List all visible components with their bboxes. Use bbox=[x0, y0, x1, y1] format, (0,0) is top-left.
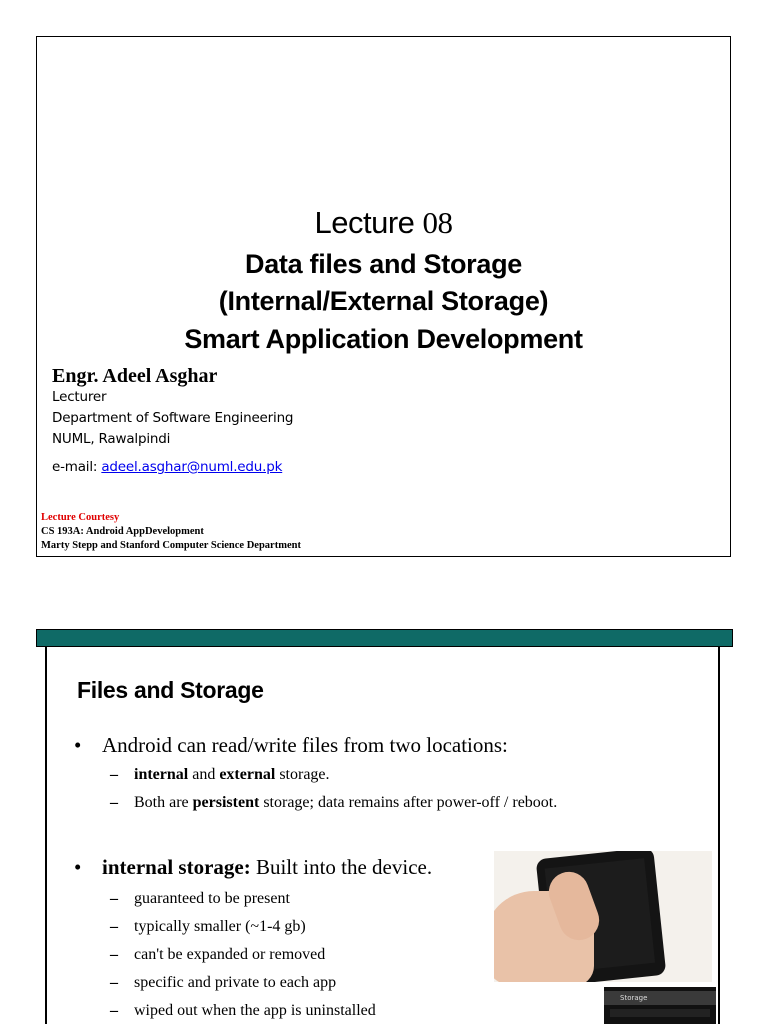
lecture-courtesy bbox=[41, 511, 301, 553]
email-line bbox=[52, 459, 282, 475]
files-storage-slide bbox=[36, 629, 733, 1024]
storage-header: Storage bbox=[604, 991, 716, 1005]
storage-screen-thumbnail bbox=[604, 987, 716, 1024]
lecture-word: Lecture bbox=[314, 205, 415, 240]
bullet-two-locations: • Android can read/write files from two locations: bbox=[74, 733, 508, 757]
author-department: Department of Software Engineering bbox=[52, 410, 294, 426]
courtesy-title: Lecture Courtesy bbox=[41, 512, 120, 523]
bullet-text: Built into the device. bbox=[250, 855, 433, 879]
sub-text: can't be expanded or removed bbox=[134, 946, 326, 963]
right-border bbox=[718, 647, 720, 1024]
storage-subheader bbox=[610, 1009, 710, 1017]
title-slide bbox=[36, 36, 731, 557]
author-name: Engr. Adeel Asghar bbox=[52, 365, 218, 387]
subtitle-course: Smart Application Development bbox=[184, 324, 583, 354]
sub-bullet-internal-external: – internal and external storage. bbox=[110, 766, 330, 783]
phone-storage-photo bbox=[494, 851, 712, 982]
text-and: and bbox=[188, 766, 220, 783]
email-label: e-mail: bbox=[52, 459, 102, 475]
sub-bullet-not-expandable: – can't be expanded or removed bbox=[110, 946, 326, 963]
term-internal: internal bbox=[134, 766, 189, 783]
author-role: Lecturer bbox=[52, 389, 107, 405]
sub-bullet-persistent: – Both are persistent storage; data remains after power-off / reboot. bbox=[110, 794, 558, 811]
bullet-text: Android can read/write files from two locations: bbox=[102, 733, 508, 757]
term-internal-storage: internal storage: bbox=[102, 855, 251, 879]
bullet-internal-storage: • internal storage: Built into the device. bbox=[74, 855, 433, 879]
sub-bullet-guaranteed: – guaranteed to be present bbox=[110, 890, 290, 907]
text-both-are: Both are bbox=[134, 794, 193, 811]
courtesy-course: CS 193A: Android AppDevelopment bbox=[41, 526, 204, 537]
sub-bullet-smaller: – typically smaller (~1-4 gb) bbox=[110, 918, 306, 935]
term-persistent: persistent bbox=[192, 794, 260, 811]
slide-header-bar bbox=[36, 629, 733, 647]
sub-text: guaranteed to be present bbox=[134, 890, 290, 907]
lecture-number: 08 bbox=[422, 205, 453, 240]
subtitle-data-files: Data files and Storage bbox=[245, 249, 522, 279]
text-data-remains: storage; data remains after power-off / reboot. bbox=[259, 794, 558, 811]
courtesy-credits: Marty Stepp and Stanford Computer Science Department bbox=[41, 540, 301, 551]
subtitle-storage-types: (Internal/External Storage) bbox=[218, 286, 549, 316]
sub-text: specific and private to each app bbox=[134, 974, 337, 991]
author-institution: NUML, Rawalpindi bbox=[52, 431, 171, 447]
text-storage: storage. bbox=[275, 766, 330, 783]
slide-title: Files and Storage bbox=[77, 677, 264, 703]
lecture-heading bbox=[37, 205, 730, 241]
sub-text: wiped out when the app is uninstalled bbox=[134, 1002, 376, 1019]
left-border bbox=[45, 647, 47, 1024]
email-link[interactable]: adeel.asghar@numl.edu.pk bbox=[101, 459, 283, 475]
sub-text: typically smaller (~1-4 gb) bbox=[134, 918, 306, 935]
sub-bullet-wiped: – wiped out when the app is uninstalled bbox=[110, 1002, 376, 1019]
sub-bullet-private: – specific and private to each app bbox=[110, 974, 337, 991]
term-external: external bbox=[219, 766, 276, 783]
